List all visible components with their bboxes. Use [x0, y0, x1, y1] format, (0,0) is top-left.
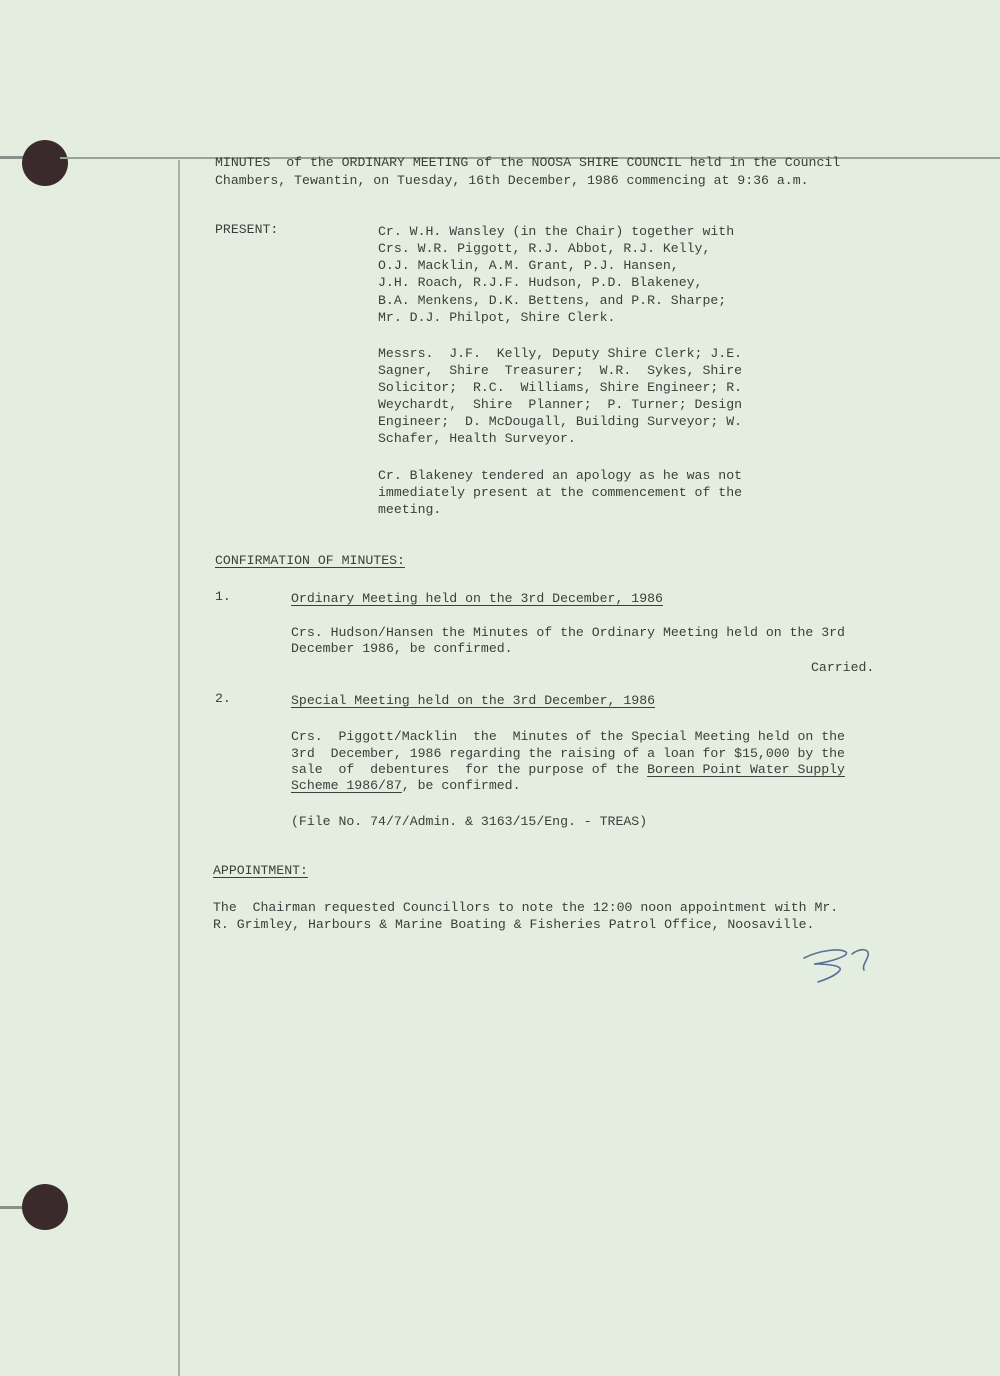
present-line: Crs. W.R. Piggott, R.J. Abbot, R.J. Kelly,: [378, 241, 711, 256]
officers-line: Engineer; D. McDougall, Building Surveyor; W.: [378, 414, 743, 429]
apology-line: Cr. Blakeney tendered an apology as he was not: [378, 468, 743, 483]
item-number: 2.: [215, 691, 231, 706]
present-line: J.H. Roach, R.J.F. Hudson, P.D. Blakeney,: [378, 275, 703, 290]
appointment-heading: APPOINTMENT:: [213, 863, 308, 878]
scheme-name-part: Boreen Point Water Supply: [647, 762, 845, 777]
punch-hole-bottom: [22, 1184, 68, 1230]
apology-line: meeting.: [378, 502, 442, 517]
confirmation-heading: CONFIRMATION OF MINUTES:: [215, 553, 405, 568]
present-line: B.A. Menkens, D.K. Bettens, and P.R. Sharpe;: [378, 293, 727, 308]
item-line-rest: , be confirmed.: [401, 778, 521, 793]
item-line: Crs. Hudson/Hansen the Minutes of the Ordinary Meeting held on the 3rd: [291, 625, 845, 640]
item-line-with-underline: [291, 761, 845, 778]
item-line: December 1986, be confirmed.: [291, 641, 513, 656]
item-number: 1.: [215, 589, 231, 604]
officers-line: Schafer, Health Surveyor.: [378, 431, 576, 446]
header-line-2: Chambers, Tewantin, on Tuesday, 16th December, 1986 commencing at 9:36 a.m.: [215, 173, 809, 188]
apology-line: immediately present at the commencement of the: [378, 485, 743, 500]
item-line-text: sale of debentures for the purpose of the: [291, 762, 648, 777]
margin-rule: [178, 160, 180, 1376]
item-line: 3rd December, 1986 regarding the raising of a loan for $15,000 by the: [291, 746, 845, 761]
appointment-line: R. Grimley, Harbours & Marine Boating & Fisheries Patrol Office, Noosaville.: [213, 917, 815, 932]
header-line-1: MINUTES of the ORDINARY MEETING of the NOOSA SHIRE COUNCIL held in the Council: [215, 155, 841, 170]
carried-status: Carried.: [811, 660, 875, 675]
present-line: Mr. D.J. Philpot, Shire Clerk.: [378, 310, 616, 325]
signature-initials: [800, 940, 880, 990]
present-line: O.J. Macklin, A.M. Grant, P.J. Hansen,: [378, 258, 679, 273]
scheme-year: Scheme 1986/87: [291, 778, 402, 793]
officers-line: Solicitor; R.C. Williams, Shire Engineer; R.: [378, 380, 743, 395]
item-title: Special Meeting held on the 3rd December, 1986: [291, 693, 656, 708]
present-label: PRESENT:: [215, 222, 279, 237]
punch-hole-top: [22, 140, 68, 186]
officers-line: Sagner, Shire Treasurer; W.R. Sykes, Shire: [378, 363, 743, 378]
item-line: Crs. Piggott/Macklin the Minutes of the Special Meeting held on the: [291, 729, 845, 744]
officers-line: Messrs. J.F. Kelly, Deputy Shire Clerk; J.E.: [378, 346, 743, 361]
item-line-last: [291, 777, 521, 794]
officers-line: Weychardt, Shire Planner; P. Turner; Design: [378, 397, 743, 412]
item-title: Ordinary Meeting held on the 3rd December, 1986: [291, 591, 663, 606]
appointment-line: The Chairman requested Councillors to note the 12:00 noon appointment with Mr.: [213, 900, 839, 915]
file-reference: (File No. 74/7/Admin. & 3163/15/Eng. - TREAS): [291, 814, 648, 829]
present-line: Cr. W.H. Wansley (in the Chair) together with: [378, 224, 735, 239]
